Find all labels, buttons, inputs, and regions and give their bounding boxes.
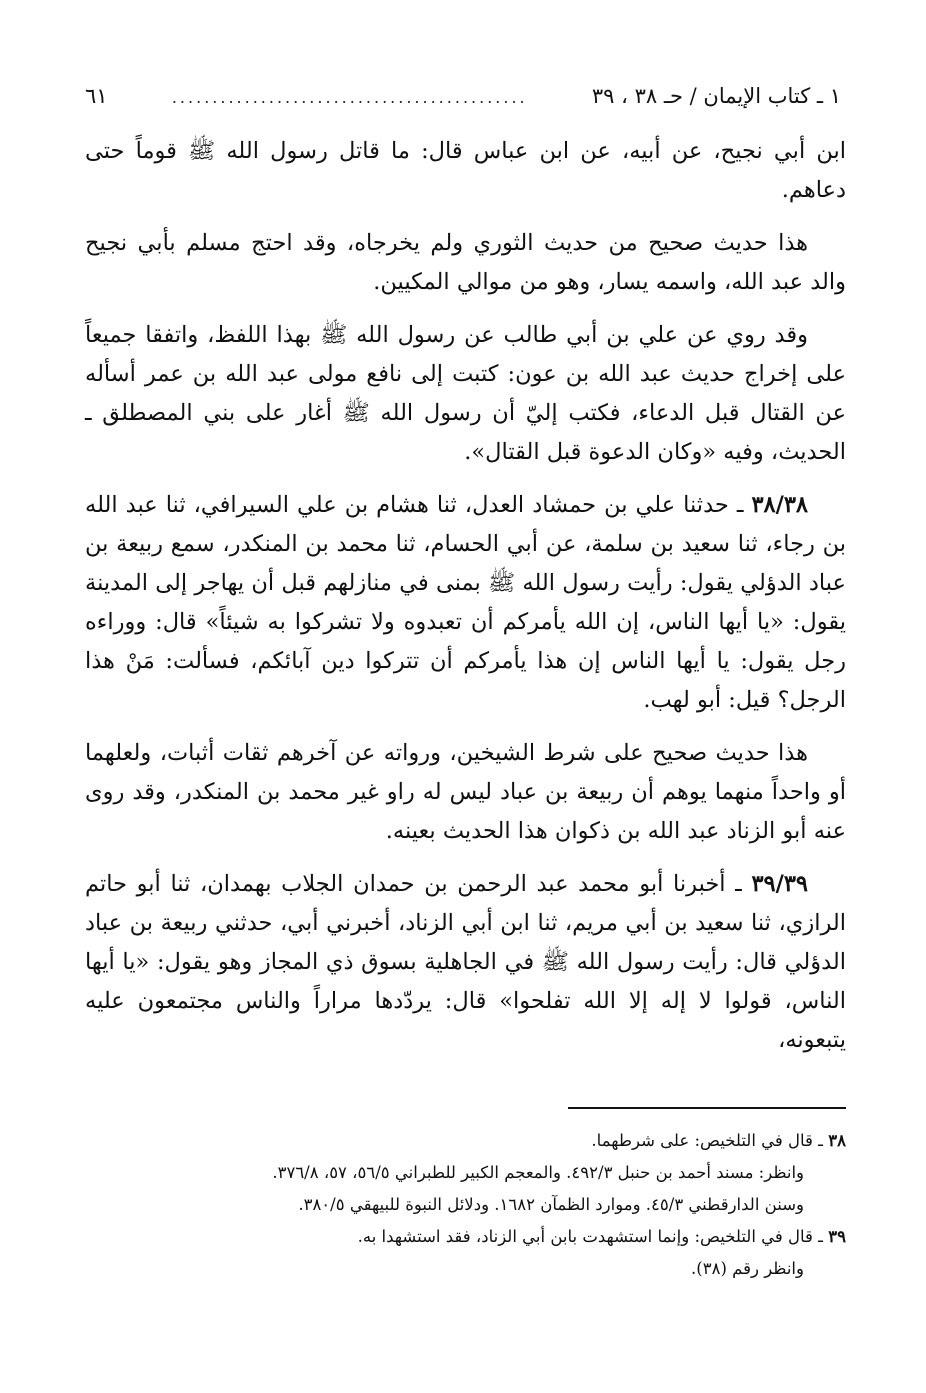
paragraph: [85, 734, 846, 851]
hadith-paragraph: [85, 865, 846, 1060]
hadith-paragraph: [85, 486, 846, 720]
paragraph: [85, 224, 846, 302]
footnote-number: ٣٩: [828, 1227, 846, 1246]
paragraph: [85, 132, 846, 210]
footnote-line: [85, 1189, 846, 1221]
running-header: [85, 84, 841, 114]
paragraph-text: وقد روي عن علي بن أبي طالب عن رسول الله ﷺ بهذا اللفظ، واتفقا جميعاً على إخراج حديث عبد الله بن عون: كتبت إلى نافع مولى عبد الله بن عمر أسأله عن القتال قبل الدعاء، فكتب إليّ أن رسول الله ﷺ أغار على بني المصطلق ـ الحديث، وفيه «وكان الدعوة قبل القتال».: [85, 322, 847, 465]
footnotes: [85, 1125, 846, 1285]
footnote-divider: [568, 1107, 846, 1109]
footnote-text: وسنن الدارقطني ٤٥/٣. وموارد الظمآن ١٦٨٢. ودلائل النبوة للبيهقي ٣٨٠/٥.: [298, 1195, 804, 1214]
main-text: [85, 132, 846, 1074]
hadith-number: ٣٩/٣٩: [751, 871, 808, 897]
footnote: [85, 1125, 846, 1157]
paragraph-text: ـ حدثنا علي بن حمشاد العدل، ثنا هشام بن علي السيرافي، ثنا عبد الله بن رجاء، ثنا سعيد بن سلمة، عن أبي الحسام، ثنا محمد بن المنكدر، سمع ربيعة بن عباد الدؤلي يقول: رأيت رسول الله ﷺ بمنى في منازلهم قبل أن يهاجر إلى المدينة يقول: «يا أيها الناس، إن الله يأمركم أن تعبدوه ولا تشركوا به شيئاً» قال: ووراءه رجل يقول: يا أيها الناس إن هذا يأمركم أن تتركوا دين آبائكم، فسألت: مَنْ هذا الرجل؟ قيل: أبو لهب.: [85, 492, 846, 713]
paragraph-text: ـ أخبرنا أبو محمد عبد الرحمن بن حمدان الجلاب بهمدان، ثنا أبو حاتم الرازي، ثنا سعيد بن أبي مريم، ثنا ابن أبي الزناد، أخبرني أبي، حدثني ربيعة بن عباد الدؤلي قال: رأيت رسول الله ﷺ في الجاهلية بسوق ذي المجاز وهو يقول: «يا أيها الناس، قولوا لا إله إلا الله تفلحوا» قال: يردّدها مراراً والناس مجتمعون عليه يتبعونه،: [85, 871, 846, 1053]
paragraph-text: هذا حديث صحيح من حديث الثوري ولم يخرجاه، وقد احتج مسلم بأبي نجيح والد عبد الله، واسمه يسار، وهو من موالي المكيين.: [85, 230, 846, 295]
footnote-line: [85, 1253, 846, 1285]
leader-dots: ............................................: [171, 88, 528, 107]
footnote: [85, 1221, 846, 1253]
hadith-number: ٣٨/٣٨: [751, 492, 808, 518]
footnote-text: ـ قال في التلخيص: على شرطهما.: [591, 1131, 829, 1150]
paragraph: [85, 316, 846, 472]
running-title: ١ ـ كتاب الإيمان / حـ ٣٨ ، ٣٩: [591, 84, 841, 108]
paragraph-text: هذا حديث صحيح على شرط الشيخين، ورواته عن آخرهم ثقات أثبات، ولعلهما أو واحداً منهما يوهم أن ربيعة بن عباد ليس له راو غير محمد بن المنكدر، وقد روى عنه أبو الزناد عبد الله بن ذكوان هذا الحديث بعينه.: [85, 740, 846, 844]
footnote-text: وانظر رقم (٣٨).: [691, 1259, 804, 1278]
page-number: ٦١: [85, 84, 108, 108]
footnote-text: ـ قال في التلخيص: وإنما استشهدت بابن أبي الزناد، فقد استشهدا به.: [357, 1227, 829, 1246]
footnote-line: [85, 1157, 846, 1189]
paragraph-text: ابن أبي نجيح، عن أبيه، عن ابن عباس قال: ما قاتل رسول الله ﷺ قوماً حتى دعاهم.: [85, 138, 846, 203]
footnote-text: وانظر: مسند أحمد بن حنبل ٤٩٢/٣. والمعجم الكبير للطبراني ٥٦/٥، ٥٧، ٣٧٦/٨.: [272, 1163, 804, 1182]
footnote-number: ٣٨: [828, 1131, 846, 1150]
